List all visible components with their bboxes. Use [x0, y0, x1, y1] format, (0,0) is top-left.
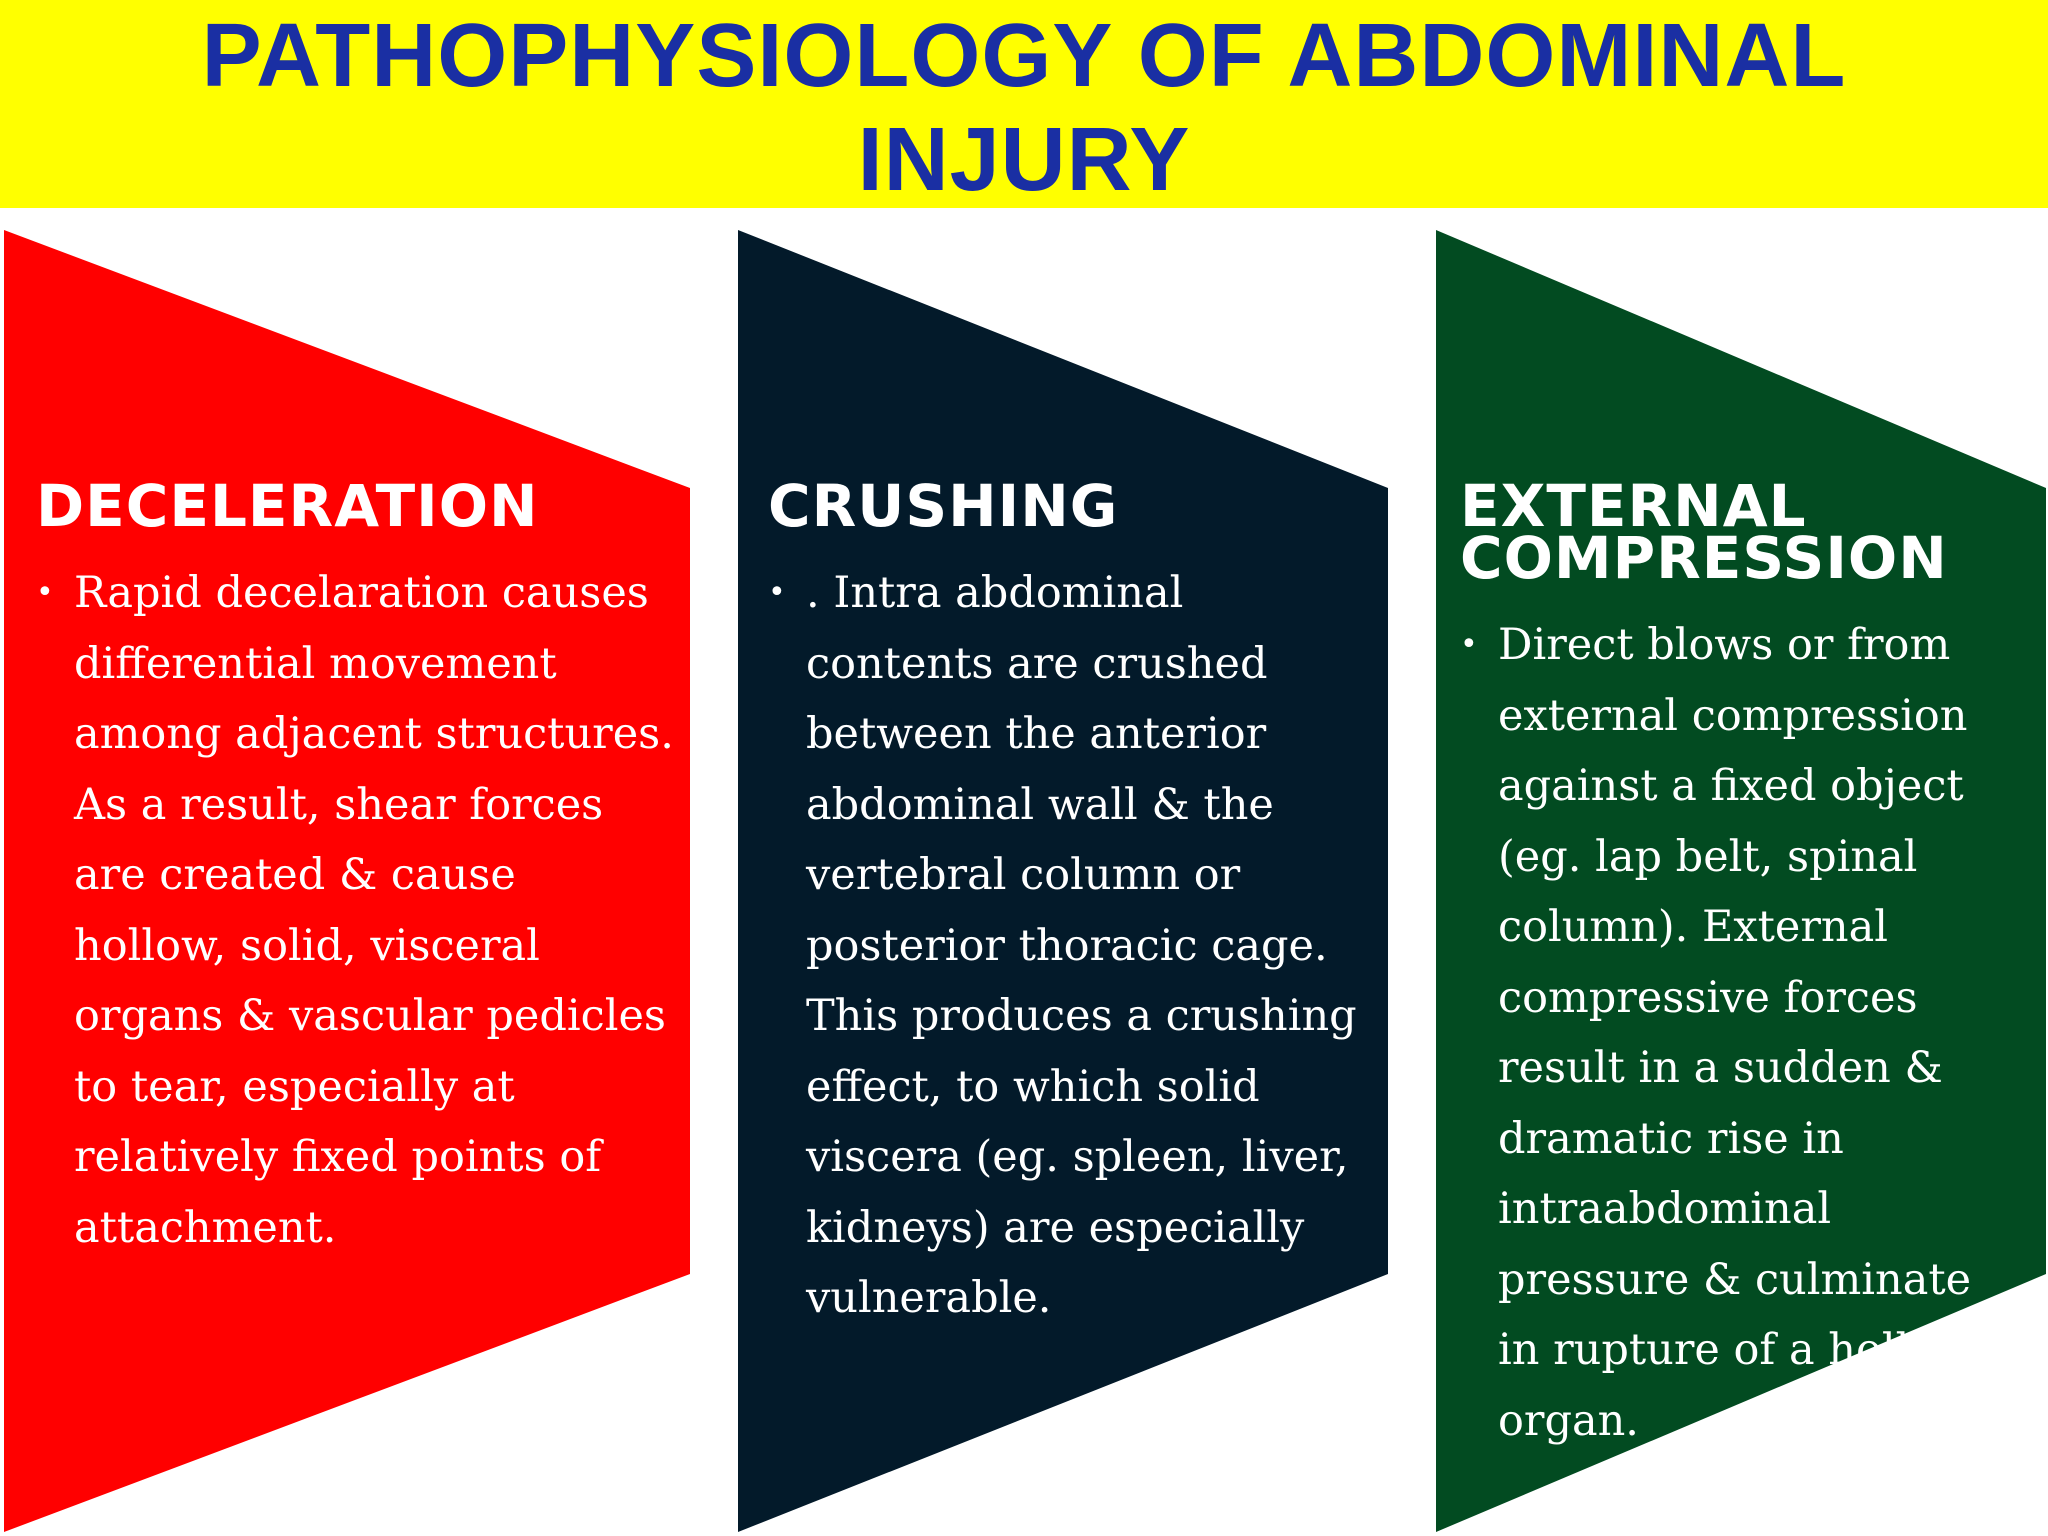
deceleration-bullet	[36, 558, 676, 1263]
deceleration-bullet-text: Rapid decelaration causes differential movement among adjacent structures. As a result, shear forces are created & cause hollow, solid, visceral organs & vascular pedicles to tear, especially at relatively fixed points of attachment.	[74, 568, 674, 1253]
crushing-bullet	[768, 558, 1358, 1334]
deceleration-heading: DECELERATION	[36, 472, 539, 540]
bullet-icon: •	[1460, 627, 1478, 662]
external-compression-heading: EXTERNAL COMPRESSION	[1460, 472, 1948, 592]
bullet-icon: •	[36, 575, 54, 610]
external-compression-panel	[1460, 472, 2025, 1456]
bullet-icon: •	[768, 575, 786, 610]
crushing-panel	[768, 472, 1358, 1334]
title-line-1: PATHOPHYSIOLOGY OF ABDOMINAL	[201, 6, 1847, 106]
deceleration-panel	[36, 472, 676, 1263]
external-compression-bullet	[1460, 610, 2025, 1456]
title-line-2: INJURY	[857, 110, 1191, 210]
crushing-bullet-text: . Intra abdominal contents are crushed between the anterior abdominal wall & the vertebral column or posterior thoracic cage. This produces a crushing effect, to which solid viscera (eg. spleen, liver, kidneys) are especially vulnerable.	[806, 568, 1357, 1323]
page-title	[0, 4, 2048, 212]
external-compression-bullet-text: Direct blows or from external compression against a fixed object (eg. lap belt, spinal column). External compressive forces result in a sudden & dramatic rise in intraabdominal pressure & culminate in rupture of a hollow organ.	[1498, 620, 1973, 1446]
title-bar	[0, 0, 2048, 208]
crushing-heading: CRUSHING	[768, 472, 1119, 540]
